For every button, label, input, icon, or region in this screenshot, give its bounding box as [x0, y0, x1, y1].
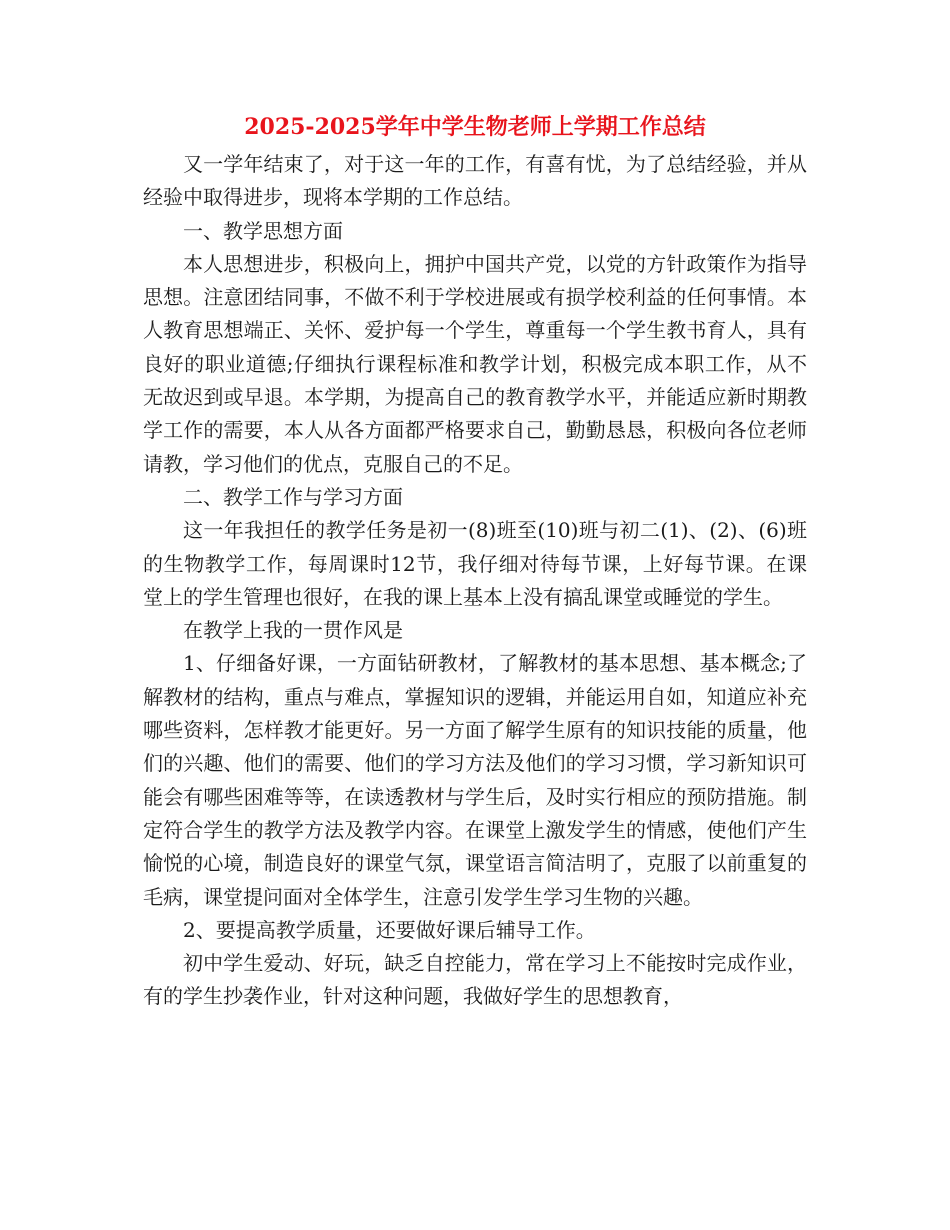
section-heading-teaching-work: 二、教学工作与学习方面 — [183, 484, 403, 509]
paragraph-student-discipline: 初中学生爱动、好玩，缺乏自控能力，常在学习上不能按时完成作业，有的学生抄袭作业，针对这种问题，我做好学生的思想教育， — [143, 951, 807, 1009]
document-body — [143, 148, 807, 1014]
section-heading-teaching-thought: 一、教学思想方面 — [183, 218, 343, 243]
paragraph-lesson-preparation: 1、仔细备好课，一方面钻研教材，了解教材的基本思想、基本概念;了解教材的结构，重点与难点，掌握知识的逻辑，并能运用自如，知道应补充哪些资料，怎样教才能更好。另一方面了解学生原有的知识技能的质量，他们的兴趣、他们的需要、他们的学习方法及他们的学习习惯，学习新知识可能会有哪些困难等等，在读透教材与学生后，及时实行相应的预防措施。制定符合学生的教学方法及教学内容。在课堂上激发学生的情感，使他们产生愉悦的心境，制造良好的课堂气氛，课堂语言简洁明了，克服了以前重复的毛病，课堂提问面对全体学生，注意引发学生学习生物的兴趣。 — [143, 651, 807, 909]
document-title: 2025-2025学年中学生物老师上学期工作总结 — [244, 114, 706, 140]
paragraph-teaching-tasks: 这一年我担任的教学任务是初一(8)班至(10)班与初二(1)、(2)、(6)班的生物教学工作，每周课时12节，我仔细对待每节课，上好每节课。在课堂上的学生管理也很好，在我的课上基本上没有搞乱课堂或睡觉的学生。 — [143, 518, 807, 609]
paragraph-after-class-tutoring: 2、要提高教学质量，还要做好课后辅导工作。 — [183, 917, 596, 942]
paragraph-intro: 又一学年结束了，对于这一年的工作，有喜有忧，为了总结经验，并从经验中取得进步，现将本学期的工作总结。 — [143, 152, 807, 210]
paragraph-teaching-style: 在教学上我的一贯作风是 — [183, 618, 403, 643]
paragraph-teaching-thought: 本人思想进步，积极向上，拥护中国共产党，以党的方针政策作为指导思想。注意团结同事，不做不利于学校进展或有损学校利益的任何事情。本人教育思想端正、关怀、爱护每一个学生，尊重每一个学生教书育人，具有良好的职业道德;仔细执行课程标准和教学计划，积极完成本职工作，从不无故迟到或早退。本学期，为提高自己的教育教学水平，并能适应新时期教学工作的需要，本人从各方面都严格要求自己，勤勤恳恳，积极向各位老师请教，学习他们的优点，克服自己的不足。 — [143, 251, 807, 476]
